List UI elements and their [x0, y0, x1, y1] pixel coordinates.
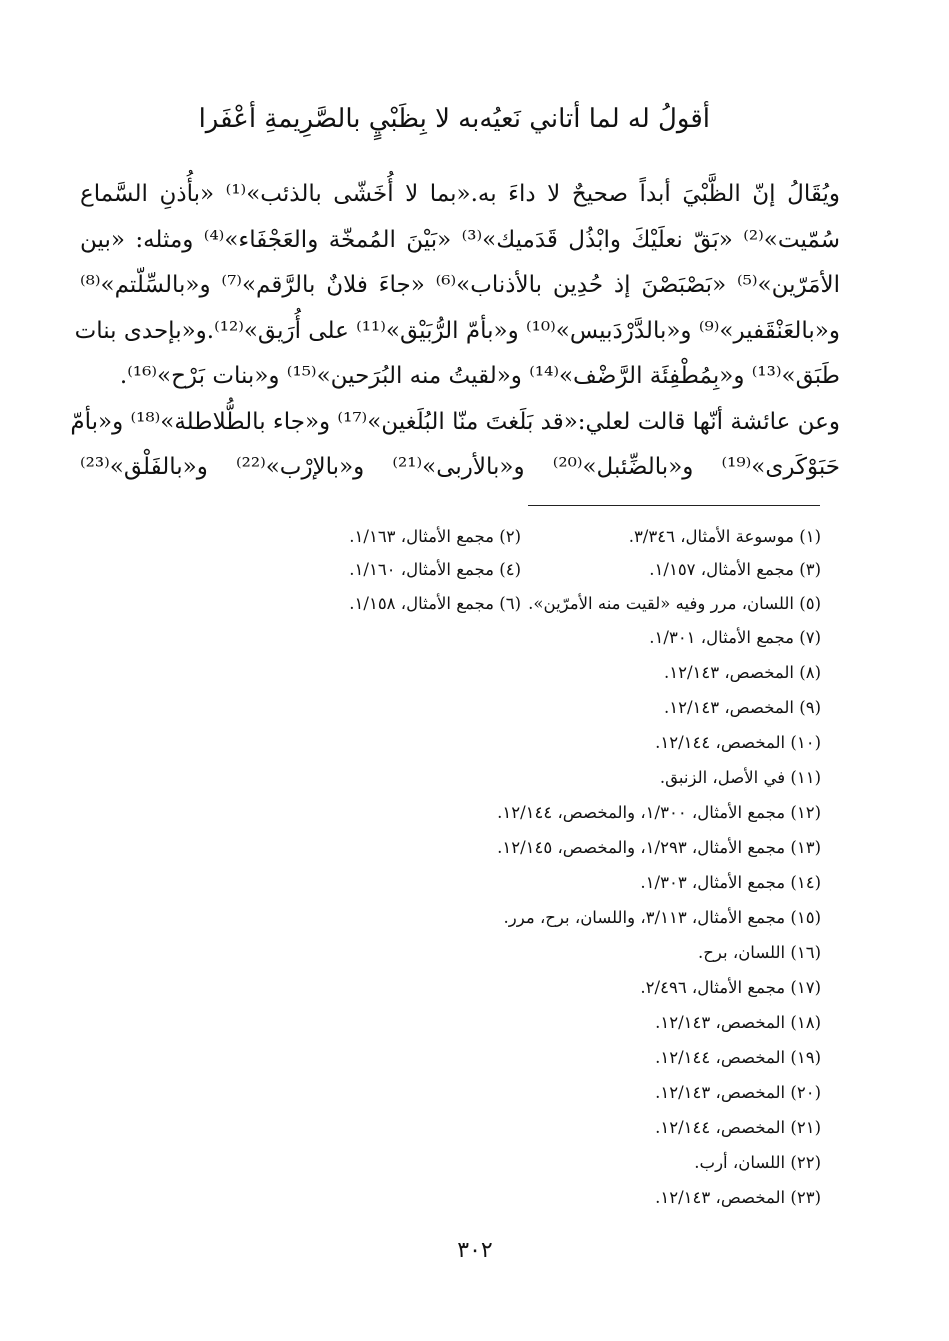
footnote: (٢٢) اللسان، أرب.: [694, 1153, 821, 1172]
body-line: ويُقَالُ إنّ الظَّبْيَ أبداً صحيحٌ لا داءَ به.«بما لا أُخَشّى بالذئب»⁽¹⁾ «بأُذنِ السَّماع: [80, 181, 840, 207]
footnote: (٧) مجمع الأمثال، ١/٣٠١.: [649, 628, 821, 647]
body-line: و«بالعَنْقَفير»⁽⁹⁾ و«بالدَّرْدَبيس»⁽¹⁰⁾ و«بأمّ الرُّبَيْق»⁽¹¹⁾ على أُرَيق»⁽¹²⁾.و«بإحدى بنات: [74, 317, 840, 344]
footnote: (١٤) مجمع الأمثال، ١/٣٠٣.: [640, 873, 821, 892]
body-line: طَبَق»⁽¹³⁾ و«بِمُطْفِئَة الرَّضْف»⁽¹⁴⁾ و«لقيتُ منه البُرَحين»⁽¹⁵⁾ و«بنات بَرْح»⁽¹⁶⁾.: [119, 363, 840, 389]
footnote: (٦) مجمع الأمثال، ١/١٥٨.: [349, 594, 521, 613]
body-line: الأمَرّين»⁽⁵⁾ «بَصْبَصْنَ إذ حُدِين بالأذناب»⁽⁶⁾ «جاءَ فلانٌ بالرَّقم»⁽⁷⁾ و«بالسِّلّتم»⁽⁸⁾: [80, 272, 841, 298]
body-line: سُمّيت»⁽²⁾ «بَقّ نعلَيْكَ وابْذُل قَدَميك»⁽³⁾ «بَيْنَ المُمخّة والعَجْفَاء»⁽⁴⁾ ومثله: «بين: [80, 226, 840, 253]
footnote-row: [349, 520, 821, 554]
footnote: (٤) مجمع الأمثال، ١/١٦٠.: [349, 560, 521, 579]
footnote: (١٩) المخصص، ١٢/١٤٤.: [655, 1048, 821, 1067]
footnote: (١٣) مجمع الأمثال، ١/٢٩٣، والمخصص، ١٢/١٤٥.: [497, 838, 821, 857]
body-paragraph: [70, 172, 841, 491]
footnote-divider: [528, 505, 820, 506]
footnote: (٣) مجمع الأمثال، ١/١٥٧.: [649, 560, 821, 579]
page-number: ٣٠٢: [457, 1238, 493, 1263]
footnote: (٨) المخصص، ١٢/١٤٣.: [663, 663, 821, 682]
footnote: (١٧) مجمع الأمثال، ٢/٤٩٦.: [640, 978, 821, 997]
footnote: (٢١) المخصص، ١٢/١٤٤.: [655, 1118, 821, 1137]
footnote: (١) موسوعة الأمثال، ٣/٣٤٦.: [628, 527, 821, 546]
footnote: (٢٣) المخصص، ١٢/١٤٣.: [655, 1188, 821, 1207]
footnote: (١١) في الأصل، الزنبق.: [659, 768, 821, 787]
footnote: (١٨) المخصص، ١٢/١٤٣.: [655, 1013, 821, 1032]
footnote: (١٠) المخصص، ١٢/١٤٤.: [655, 733, 821, 752]
verse-first-hemistich: أقولُ له لما أتاني نَعيُه: [479, 104, 710, 134]
verse-second-hemistich: به لا بِظَبْيٍ بالصَّرِيمةِ أعْفَرا: [198, 104, 480, 134]
footnote: (٢) مجمع الأمثال، ١/١٦٣.: [349, 527, 521, 546]
body-line: وعن عائشة أنّها قالت لعلي:«قد بَلَغتَ منّا البُلَغين»⁽¹⁷⁾ و«جاء بالطُّلاطلة»⁽¹⁸⁾ و«بأمّ: [70, 408, 840, 435]
footnote: (٥) اللسان، مرر وفيه «لقيت منه الأمرّين».: [528, 594, 821, 613]
body-line: حَبَوْكَرى»⁽¹⁹⁾ و«بالضِّئبل»⁽²⁰⁾ و«بالأربى»⁽²¹⁾ و«بالإرْب»⁽²²⁾ و«بالفَلْق»⁽²³⁾: [80, 454, 840, 480]
footnote: (٩) المخصص، ١٢/١٤٣.: [663, 698, 821, 717]
verse: [198, 104, 710, 134]
footnote: (٢٠) المخصص، ١٢/١٤٣.: [655, 1083, 821, 1102]
footnote: (١٢) مجمع الأمثال، ١/٣٠٠، والمخصص، ١٢/١٤٤.: [497, 803, 821, 822]
footnote: (١٥) مجمع الأمثال، ٣/١١٣، واللسان، برح، مرر.: [503, 908, 821, 927]
footnote: (١٦) اللسان، برح.: [698, 943, 821, 962]
footnote-row: [349, 587, 821, 621]
footnote-row: [349, 553, 821, 587]
